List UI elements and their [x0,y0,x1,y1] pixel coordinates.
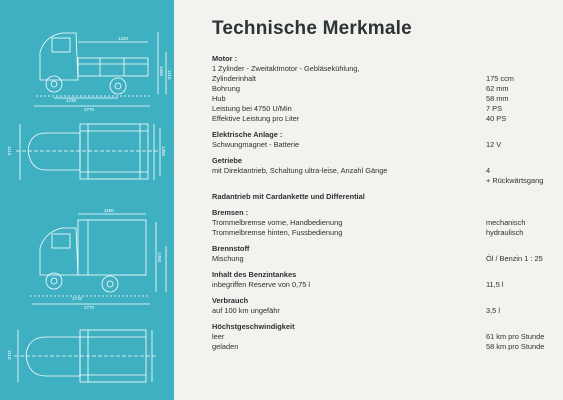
spec-row [212,254,552,264]
spec-row [212,74,552,84]
spec-section [212,244,552,264]
spec-row [212,140,552,150]
spec-section-title: Höchstgeschwindigkeit [212,322,295,331]
spec-value: 58 mm [486,94,509,103]
spec-section-title: Verbrauch [212,296,249,305]
spec-row [212,64,552,74]
spec-row [212,228,552,238]
spec-label: geladen [212,342,239,351]
spec-value: 12 V [486,140,502,149]
dim-label: 1350 [161,146,166,157]
dim-label: 1340 [118,36,129,41]
spec-row [212,280,552,290]
spec-label: Zylinderinhalt [212,74,256,83]
spec-value: 11,5 l [486,280,504,289]
spec-section-title: Inhalt des Benzintankes [212,270,297,279]
dim-label: 1720 [66,98,77,103]
spec-value: 62 mm [486,84,509,93]
spec-row [212,84,552,94]
spec-section-title: Getriebe [212,156,242,165]
spec-value: 40 PS [486,114,507,123]
spec-label: Effektive Leistung pro Liter [212,114,300,123]
top-view-flatbed-drawing [16,124,160,180]
spec-section [212,130,552,150]
spec-value: 58 km pro Stunde [486,342,545,351]
spec-label: Trommelbremse hinten, Fussbedienung [212,228,343,237]
dim-label: 1110 [7,350,12,360]
spec-row [212,94,552,104]
spec-row [212,166,552,176]
spec-value [486,64,552,74]
dim-label: 2770 [84,305,95,310]
spec-value: 61 km pro Stunde [486,332,545,341]
dim-label: 1550 [159,66,164,77]
spec-row [212,306,552,316]
spec-label: Schwungmagnet - Batterie [212,140,300,149]
spec-section [212,54,552,124]
spec-label: Leistung bei 4750 U/Min [212,104,292,113]
spec-label: mit Direktantrieb, Schaltung ultra-leise, Anzahl Gänge [212,166,388,175]
spec-value: 4 [486,166,491,175]
dim-label: 1710 [72,296,83,301]
dim-label: 1110 [167,70,172,80]
side-view-flatbed-drawing [34,32,166,106]
side-view-box-drawing [30,214,166,304]
spec-section-title: Brennstoff [212,244,250,253]
spec-label: Mischung [212,254,244,263]
top-view-box-drawing [14,330,158,382]
spec-label: auf 100 km ungefähr [212,306,280,315]
spec-label [212,176,486,186]
dim-label: 1450 [157,252,162,263]
spec-list [212,54,552,358]
spec-value: + Rückwärtsgang [486,176,544,185]
page-title: Technische Merkmale [212,18,412,39]
spec-row [212,114,552,124]
dim-label: 1190 [104,208,114,213]
spec-label: 1 Zylinder - Zweitaktmotor - Gebläsekühlung, [212,64,360,73]
spec-section [212,208,552,238]
spec-row [212,342,552,352]
spec-row [212,176,552,186]
spec-section-title: Motor : [212,54,238,63]
spec-row [212,332,552,342]
spec-value: 3,5 l [486,306,500,315]
dim-label: 2770 [84,107,95,112]
spec-section-title: Radantrieb mit Cardankette und Differential [212,192,365,201]
dim-label: 1110 [7,146,12,156]
spec-section-title: Elektrische Anlage : [212,130,283,139]
spec-section [212,322,552,352]
spec-value: 7 PS [486,104,503,113]
spec-section [212,296,552,316]
spec-value: mechanisch [486,218,526,227]
spec-value: hydraulisch [486,228,524,237]
spec-row [212,218,552,228]
spec-label: inbegriffen Reserve von 0,75 l [212,280,311,289]
spec-value: Öl / Benzin 1 : 25 [486,254,543,263]
spec-section-title: Bremsen : [212,208,249,217]
spec-row [212,104,552,114]
specifications-panel [174,0,563,400]
vehicle-drawings [0,0,174,400]
technical-drawings-panel [0,0,174,400]
spec-label: leer [212,332,225,341]
spec-label: Trommelbremse vorne, Handbedienung [212,218,343,227]
spec-section [212,270,552,290]
spec-section [212,156,552,186]
spec-label: Hub [212,94,226,103]
spec-value: 175 ccm [486,74,514,83]
spec-label: Bohrung [212,84,240,93]
spec-section [212,192,552,202]
